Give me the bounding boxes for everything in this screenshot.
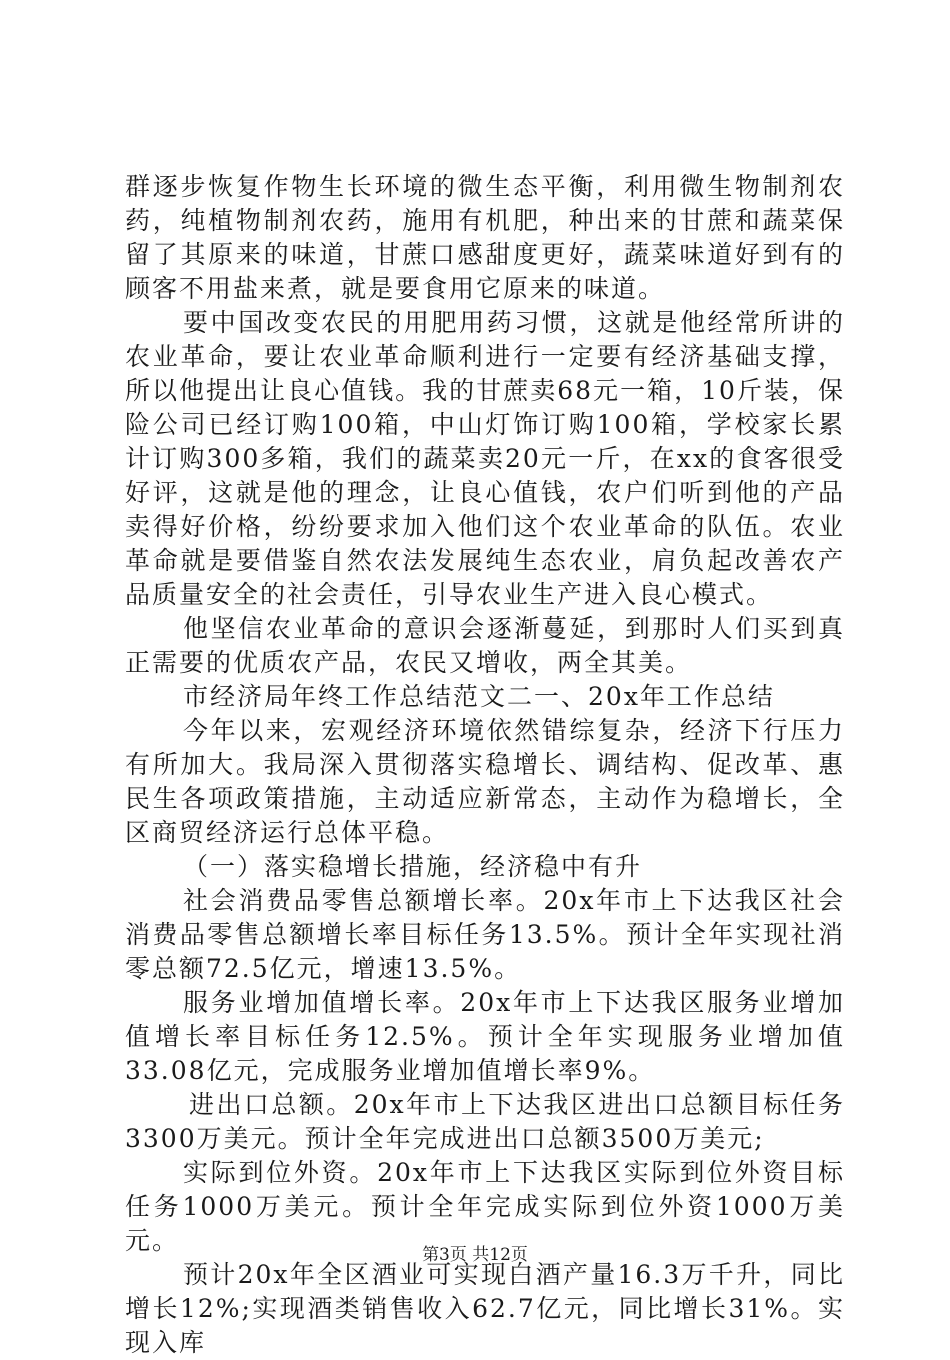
paragraph-continuation: 群逐步恢复作物生长环境的微生态平衡，利用微生物制剂农药，纯植物制剂农药，施用有机肥，种出来的甘蔗和蔬菜保留了其原来的味道，甘蔗口感甜度更好，蔬菜味道好到有的顾客不用盐来煮，就是要食用它原来的味道。 bbox=[125, 172, 845, 303]
section-heading: 市经济局年终工作总结范文二一、20x年工作总结 bbox=[183, 682, 775, 711]
document-body bbox=[125, 170, 845, 1360]
paragraph-import-export: 进出口总额。20x年市上下达我区进出口总额目标任务3300万美元。预计全年完成进出口总额3500万美元; bbox=[125, 1090, 845, 1153]
paragraph-agriculture-revolution: 要中国改变农民的用肥用药习惯，这就是他经常所讲的农业革命，要让农业革命顺利进行一定要有经济基础支撑，所以他提出让良心值钱。我的甘蔗卖68元一箱，10斤装，保险公司已经订购100箱，中山灯饰订购100箱，学校家长累计订购300多箱，我们的蔬菜卖20元一斤，在xx的食客很受好评，这就是他的理念，让良心值钱，农户们听到他的产品卖得好价格，纷纷要求加入他们这个农业革命的队伍。农业革命就是要借鉴自然农法发展纯生态农业，肩负起改善农产品质量安全的社会责任，引导农业生产进入良心模式。 bbox=[125, 308, 845, 609]
paragraph-service-industry: 服务业增加值增长率。20x年市上下达我区服务业增加值增长率目标任务12.5%。预计全年实现服务业增加值33.08亿元，完成服务业增加值增长率9%。 bbox=[125, 988, 845, 1085]
subsection-heading: （一）落实稳增长措施，经济稳中有升 bbox=[183, 852, 643, 881]
paragraph-overview: 今年以来，宏观经济环境依然错综复杂，经济下行压力有所加大。我局深入贯彻落实稳增长、调结构、促改革、惠民生各项政策措施，主动适应新常态，主动作为稳增长，全区商贸经济运行总体平稳。 bbox=[125, 716, 845, 847]
paragraph-retail-sales: 社会消费品零售总额增长率。20x年市上下达我区社会消费品零售总额增长率目标任务13.5%。预计全年实现社消零总额72.5亿元，增速13.5%。 bbox=[125, 886, 845, 983]
paragraph-belief: 他坚信农业革命的意识会逐渐蔓延，到那时人们买到真正需要的优质农产品，农民又增收，两全其美。 bbox=[125, 614, 845, 677]
paragraph-foreign-investment: 实际到位外资。20x年市上下达我区实际到位外资目标任务1000万美元。预计全年完成实际到位外资1000万美元。 bbox=[125, 1158, 845, 1255]
paragraph-liquor-industry: 预计20x年全区酒业可实现白酒产量16.3万千升，同比增长12%;实现酒类销售收入62.7亿元，同比增长31%。实现入库 bbox=[125, 1260, 845, 1357]
page-number: 第3页 共12页 bbox=[422, 1245, 528, 1265]
